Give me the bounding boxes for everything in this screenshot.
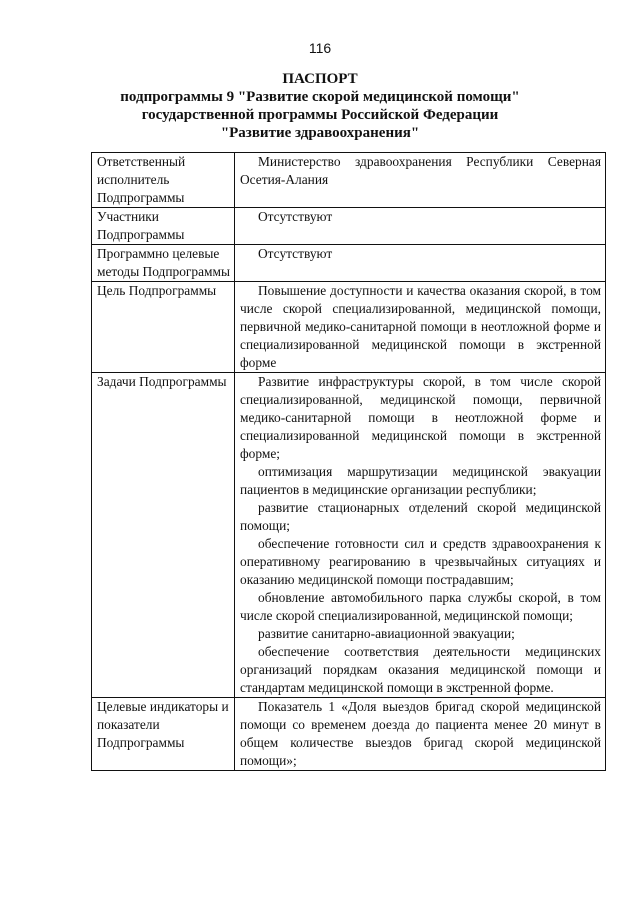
row-paragraph: обновление автомобильного парка службы скорой, в том числе скорой специализированной, медицинской помощи; bbox=[240, 590, 601, 623]
row-label: Программно целевые методы Подпрограммы bbox=[92, 245, 235, 282]
row-paragraph: Повышение доступности и качества оказания скорой, в том числе скорой специализированной, медицинской помощи, первичной медико-санитарной помощи в неотложной форме и специализированной медицинской помощи в экстренной форме bbox=[240, 283, 601, 370]
row-paragraph: Министерство здравоохранения Республики Северная Осетия-Алания bbox=[240, 154, 601, 187]
row-paragraph: развитие санитарно-авиационной эвакуации; bbox=[258, 626, 515, 641]
document-title bbox=[0, 70, 640, 142]
row-value bbox=[235, 373, 606, 698]
title-line-4: "Развитие здравоохранения" bbox=[220, 125, 420, 141]
row-paragraph: обеспечение соответствия деятельности медицинских организаций порядкам оказания медицинской помощи и стандартам медицинской помощи в экстренной форме. bbox=[240, 644, 601, 695]
row-paragraph: обеспечение готовности сил и средств здравоохранения к оперативному реагированию в чрезвычайных ситуациях и оказанию медицинской помощи пострадавшим; bbox=[240, 536, 601, 587]
table-row bbox=[92, 245, 606, 282]
row-paragraph: Показатель 1 «Доля выездов бригад скорой медицинской помощи со временем доезда до пациента менее 20 минут в общем количестве выездов бригад скорой медицинской помощи»; bbox=[240, 699, 601, 768]
row-paragraph: развитие стационарных отделений скорой медицинской помощи; bbox=[240, 500, 601, 533]
row-label: Задачи Подпрограммы bbox=[92, 373, 235, 698]
table-row bbox=[92, 282, 606, 373]
row-paragraph: оптимизация маршрутизации медицинской эвакуации пациентов в медицинские организации республики; bbox=[240, 464, 601, 497]
title-line-1: ПАСПОРТ bbox=[282, 71, 358, 87]
table-row bbox=[92, 208, 606, 245]
row-label: Целевые индикаторы и показатели Подпрограммы bbox=[92, 698, 235, 771]
row-value bbox=[235, 208, 606, 245]
row-label: Ответственный исполнитель Подпрограммы bbox=[92, 153, 235, 208]
passport-table bbox=[91, 152, 606, 771]
title-line-3: государственной программы Российской Федерации bbox=[141, 107, 499, 123]
row-label: Цель Подпрограммы bbox=[92, 282, 235, 373]
row-value bbox=[235, 698, 606, 771]
row-paragraph: Отсутствуют bbox=[258, 209, 333, 224]
table-row bbox=[92, 698, 606, 771]
row-label: Участники Подпрограммы bbox=[92, 208, 235, 245]
row-paragraph: Развитие инфраструктуры скорой, в том числе скорой специализированной, медицинской помощи, первичной медико-санитарной помощи в неотложной форме и специализированной медицинской помощи в экстренной форме; bbox=[240, 374, 601, 461]
page-number: 116 bbox=[308, 40, 332, 56]
title-line-2: подпрограммы 9 "Развитие скорой медицинской помощи" bbox=[120, 89, 520, 105]
table-row bbox=[92, 373, 606, 698]
table-row bbox=[92, 153, 606, 208]
row-value bbox=[235, 153, 606, 208]
row-value bbox=[235, 245, 606, 282]
row-value bbox=[235, 282, 606, 373]
row-paragraph: Отсутствуют bbox=[258, 246, 333, 261]
